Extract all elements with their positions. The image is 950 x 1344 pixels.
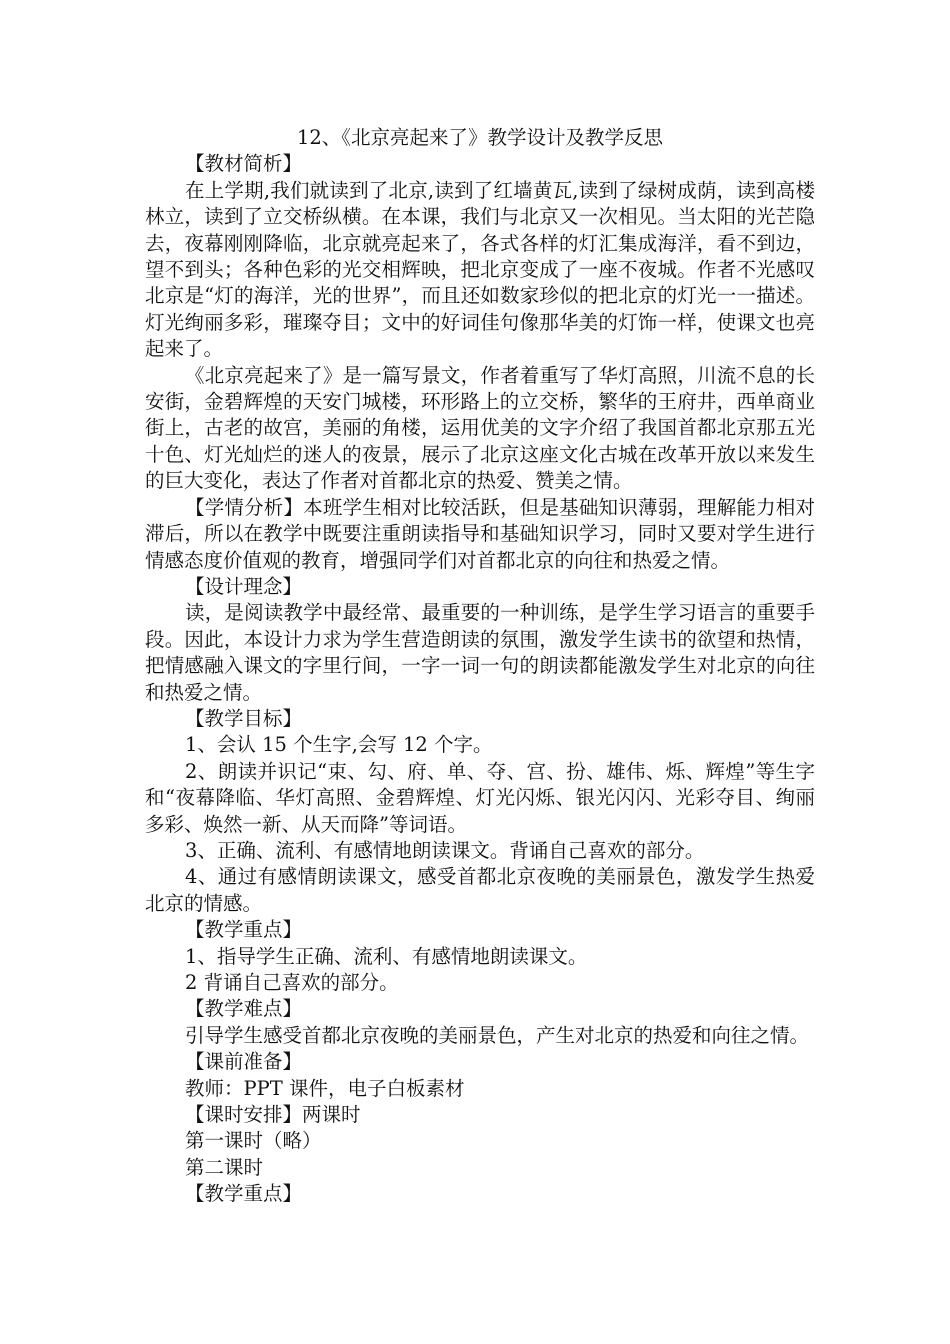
section-heading-difficulty: 【教学难点】 bbox=[185, 997, 303, 1021]
section-heading-key-points: 【教学重点】 bbox=[185, 918, 303, 942]
section-heading-preparation: 【课前准备】 bbox=[185, 1050, 303, 1074]
concept-paragraph: 读，是阅读教学中最经常、最重要的一种训练，是学生学习语言的重要手段。因此，本设计力求为学生营造朗读的氛围，激发学生读书的欲望和热情，把情感融入课文的字里行间，一字一词一句的朗读都能激发学生对北京的向往和热爱之情。 bbox=[145, 601, 815, 704]
preparation-line: 教师：PPT 课件，电子白板素材 bbox=[185, 1076, 465, 1100]
key-point-2: 2 背诵自己喜欢的部分。 bbox=[185, 971, 399, 994]
key-point-1: 1、指导学生正确、流利、有感情地朗读课文。 bbox=[185, 944, 588, 968]
document-body bbox=[145, 125, 815, 1208]
document-title: 12、《北京亮起来了》教学设计及教学反思 bbox=[296, 126, 664, 149]
goal-item-1: 1、会认 15 个生字,会写 12 个字。 bbox=[185, 733, 493, 757]
textbook-paragraph-2: 《北京亮起来了》是一篇写景文，作者着重写了华灯高照，川流不息的长安街，金碧辉煌的天安门城楼，环形路上的立交桥，繁华的王府井，西单商业街上，古老的故宫，美丽的角楼，运用优美的文字介绍了我国首都北京那五光十色、灯光灿烂的迷人的夜景，展示了北京这座文化古城在改革开放以来发生的巨大变化，表达了作者对首都北京的热爱、赞美之情。 bbox=[145, 363, 815, 493]
students-analysis-paragraph: 【学情分析】本班学生相对比较活跃，但是基础知识薄弱，理解能力相对滞后，所以在教学中既要注重朗读指导和基础知识学习，同时又要对学生进行情感态度价值观的教育，增强同学们对首都北京的向往和热爱之情。 bbox=[145, 495, 815, 572]
section-heading-concept: 【设计理念】 bbox=[185, 574, 303, 598]
goal-item-2: 2、朗读并识记“束、勾、府、单、夺、宫、扮、雄伟、烁、辉煌”等生字和“夜幕降临、华灯高照、金碧辉煌、灯光闪烁、银光闪闪、光彩夺目、绚丽多彩、焕然一新、从天而降”等词语。 bbox=[145, 759, 815, 836]
section-heading-key-points-2: 【教学重点】 bbox=[185, 1182, 303, 1206]
lesson-2-line: 第二课时 bbox=[185, 1155, 264, 1179]
textbook-paragraph-1: 在上学期,我们就读到了北京,读到了红墙黄瓦,读到了绿树成荫，读到高楼林立，读到了立交桥纵横。在本课，我们与北京又一次相见。当太阳的光芒隐去，夜幕刚刚降临，北京就亮起来了，各式各样的灯汇集成海洋，看不到边，望不到头；各种色彩的光交相辉映，把北京变成了一座不夜城。作者不光感叹北京是“灯的海洋，光的世界”，而且还如数家珍似的把北京的灯光一一描述。灯光绚丽多彩，璀璨夺目；文中的好词佳句像那华美的灯饰一样，使课文也亮起来了。 bbox=[145, 178, 815, 361]
schedule-line: 【课时安排】两课时 bbox=[185, 1103, 361, 1127]
difficulty-paragraph: 引导学生感受首都北京夜晚的美丽景色，产生对北京的热爱和向往之情。 bbox=[185, 1023, 810, 1047]
lesson-1-line: 第一课时（略） bbox=[185, 1129, 322, 1153]
goal-item-3: 3、正确、流利、有感情地朗读课文。背诵自己喜欢的部分。 bbox=[185, 838, 705, 862]
section-heading-textbook: 【教材简析】 bbox=[185, 152, 303, 176]
section-heading-goals: 【教学目标】 bbox=[185, 706, 303, 730]
goal-item-4: 4、通过有感情朗读课文，感受首都北京夜晚的美丽景色，激发学生热爱北京的情感。 bbox=[145, 865, 815, 915]
